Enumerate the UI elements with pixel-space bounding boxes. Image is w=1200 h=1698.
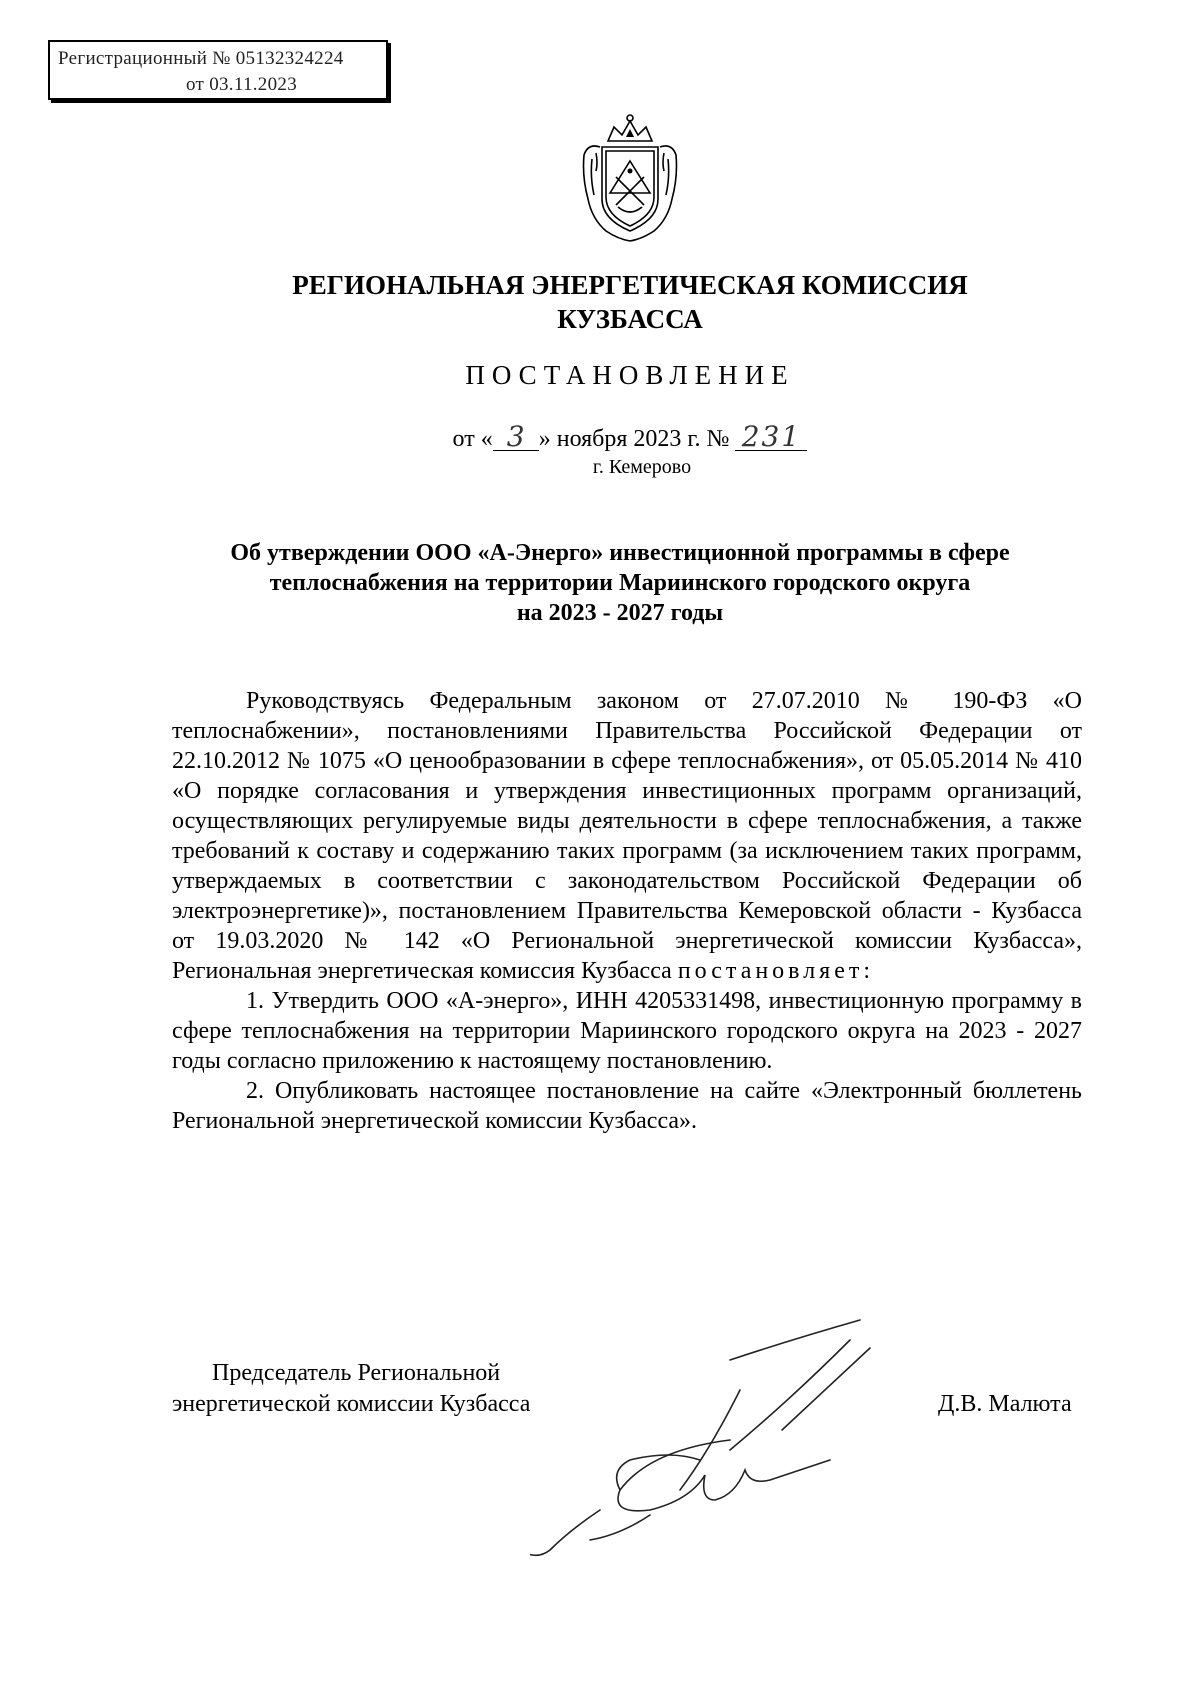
kuzbass-coat-of-arms-icon	[578, 107, 682, 245]
item-2: 2. Опубликовать настоящее постановление на сайте «Электронный бюллетень Региональной энергетической комиссии Кузбасса».	[172, 1078, 1082, 1134]
date-number-line	[300, 420, 960, 453]
document-body	[172, 686, 1082, 1136]
city: г. Кемерово	[592, 456, 692, 478]
document-type: ПОСТАНОВЛЕНИЕ	[465, 360, 795, 390]
organization-name-line1: РЕГИОНАЛЬНАЯ ЭНЕРГЕТИЧЕСКАЯ КОМИССИЯ	[292, 270, 968, 300]
organization-name-line2: КУЗБАССА	[557, 304, 703, 334]
title-line2: теплоснабжения на территории Мариинского городского округа	[269, 570, 971, 596]
date-prefix: от «	[452, 426, 493, 452]
date-middle: » ноября 2023 г. №	[538, 426, 730, 452]
signatory-title-line2: энергетической комиссии Кузбасса	[172, 1391, 531, 1417]
signatory-name: Д.В. Малюта	[938, 1391, 1072, 1417]
title-line3: на 2023 - 2027 годы	[516, 600, 724, 626]
signatory-title-line1: Председатель Региональной	[212, 1360, 501, 1386]
organization-name	[200, 268, 1060, 336]
preamble-text: Руководствуясь Федеральным законом от 27.07.2010 № 190-ФЗ «О теплоснабжении», постановлениями Правительства Российской Федерации от 22.10.2012 № 1075 «О ценообразовании в сфере теплоснабжения», от 05.05.2014 № 410 «О порядке согласования и утверждения инвестиционных программ организаций, осуществляющих регулируемые виды деятельности в сфере теплоснабжения, а также требований к составу и содержанию таких программ (за исключением таких программ, утверждаемых в соответствии с законодательством Российской Федерации об электроэнергетике)», постановлением Правительства Кемеровской области - Кузбасса от 19.03.2020 № 142 «О Региональной энергетической комиссии Кузбасса», Региональная энергетическая комиссия Кузбасса	[172, 688, 1082, 984]
signatory-title	[172, 1358, 530, 1420]
registration-date: от 03.11.2023	[186, 74, 297, 95]
resolves-word: постановляет:	[677, 958, 875, 984]
preamble-paragraph	[172, 686, 1082, 986]
registration-stamp	[48, 40, 388, 100]
handwritten-day: 3	[493, 424, 539, 451]
item-1: 1. Утвердить ООО «А-энерго», ИНН 4205331498, инвестиционную программу в сфере теплоснабжения на территории Мариинского городского округа на 2023 - 2027 годы согласно приложению к настоящему постановлению.	[172, 988, 1082, 1074]
title-line1: Об утверждении ООО «А-Энерго» инвестиционной программы в сфере	[230, 540, 1010, 566]
handwritten-number: 231	[735, 424, 807, 451]
document-title	[150, 538, 1090, 628]
handwritten-signature-icon	[530, 1300, 950, 1560]
registration-number: Регистрационный № 05132324224	[58, 48, 344, 69]
